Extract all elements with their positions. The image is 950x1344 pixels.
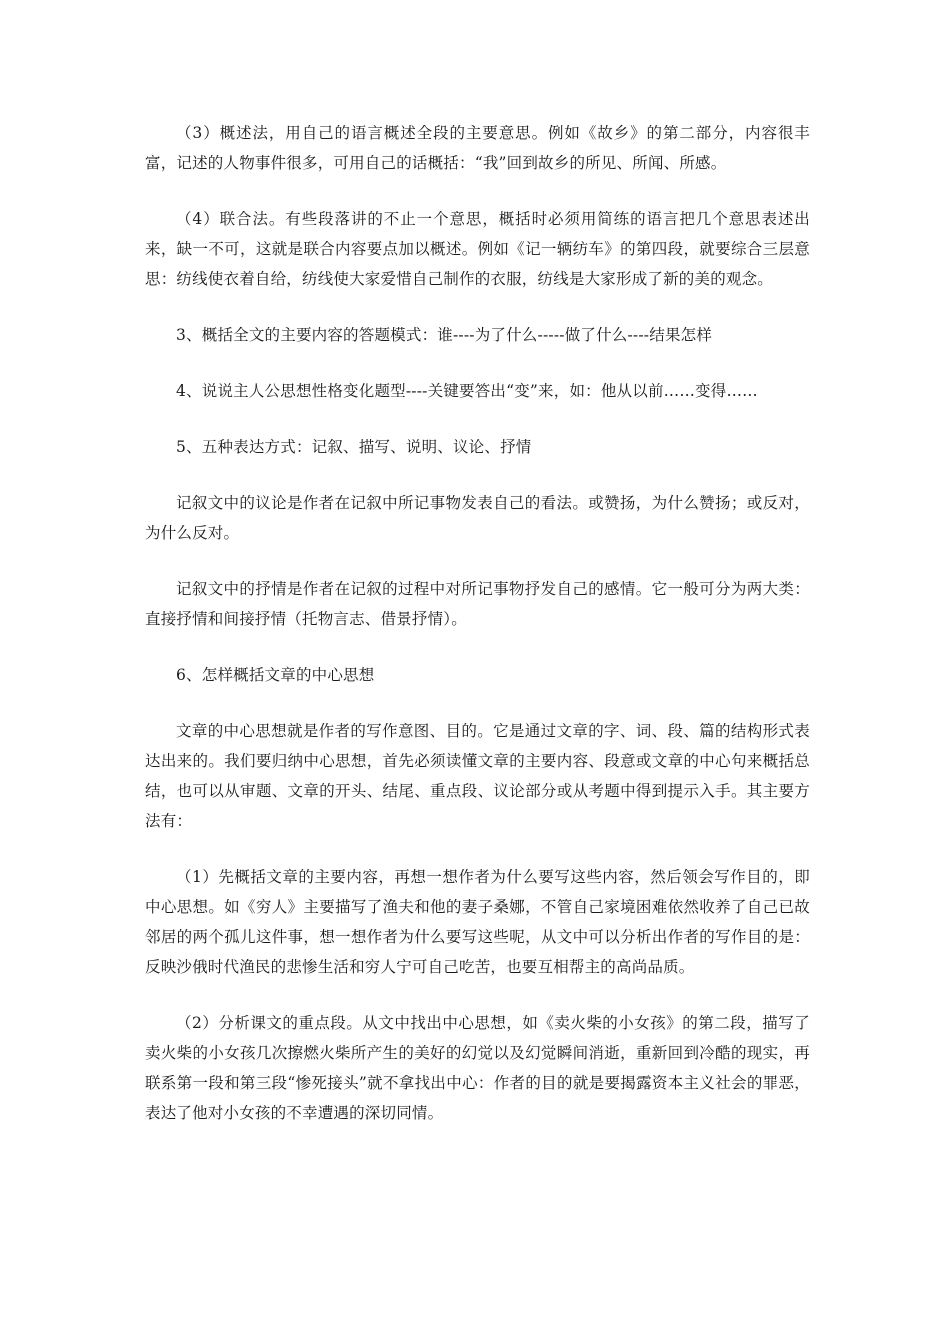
paragraph-gap [145,690,810,716]
paragraph-combination-method: （4）联合法。有些段落讲的不止一个意思，概括时必须用简练的语言把几个意思表述出来，缺一不可，这就是联合内容要点加以概述。例如《记一辆纺车》的第四段，就要综合三层意思：纺线使衣着自给，纺线使大家爱惜自己制作的衣服，纺线是大家形成了新的美的观念。 [145,210,810,288]
paragraph-method-one: （1）先概括文章的主要内容，再想一想作者为什么要写这些内容，然后领会写作目的，即中心思想。如《穷人》主要描写了渔夫和他的妻子桑娜，不管自己家境困难依然收养了自己已故邻居的两个孤儿这件事，想一想作者为什么要写这些呢，从文中可以分析出作者的写作目的是：反映沙俄时代渔民的悲惨生活和穷人宁可自己吃苦，也要互相帮主的高尚品质。 [145,868,810,976]
paragraph-gap [145,350,810,376]
paragraph-narrative-argument: 记叙文中的议论是作者在记叙中所记事物发表自己的看法。或赞扬，为什么赞扬；或反对，为什么反对。 [145,494,810,542]
paragraph-central-idea-intro: 文章的中心思想就是作者的写作意图、目的。它是通过文章的字、词、段、篇的结构形式表达出来的。我们要归纳中心思想，首先必须读懂文章的主要内容、段意或文章的中心句来概括总结，也可以从审题、文章的开头、结尾、重点段、议论部分或从考题中得到提示入手。其主要方法有： [145,722,810,830]
paragraph-answer-pattern: 3、概括全文的主要内容的答题模式：谁----为了什么-----做了什么----结果怎样 [176,326,713,344]
paragraph-gap [145,634,810,660]
paragraph-character-change: 4、说说主人公思想性格变化题型----关键要答出“变”来，如：他从以前……变得…… [176,382,758,400]
document-body [145,118,810,1128]
paragraph-gap [145,294,810,320]
paragraph-gap [145,982,810,1008]
paragraph-gap [145,462,810,488]
paragraph-narrative-lyric: 记叙文中的抒情是作者在记叙的过程中对所记事物抒发自己的感情。它一般可分为两大类：直接抒情和间接抒情（托物言志、借景抒情）。 [145,580,810,628]
paragraph-gap [145,548,810,574]
paragraph-method-two: （2）分析课文的重点段。从文中找出中心思想，如《卖火柴的小女孩》的第二段，描写了卖火柴的小女孩几次擦燃火柴所产生的美好的幻觉以及幻觉瞬间消逝，重新回到冷酷的现实，再联系第一段和第三段“惨死接头”就不拿找出中心：作者的目的就是要揭露资本主义社会的罪恶，表达了他对小女孩的不幸遭遇的深切同情。 [145,1014,810,1122]
paragraph-summary-method: （3）概述法，用自己的语言概述全段的主要意思。例如《故乡》的第二部分，内容很丰富，记述的人物事件很多，可用自己的话概括：“我”回到故乡的所见、所闻、所感。 [145,124,810,172]
paragraph-central-idea-heading: 6、怎样概括文章的中心思想 [176,666,375,684]
paragraph-gap [145,178,810,204]
paragraph-gap [145,836,810,862]
paragraph-gap [145,406,810,432]
paragraph-expression-modes: 5、五种表达方式：记叙、描写、说明、议论、抒情 [176,438,532,456]
